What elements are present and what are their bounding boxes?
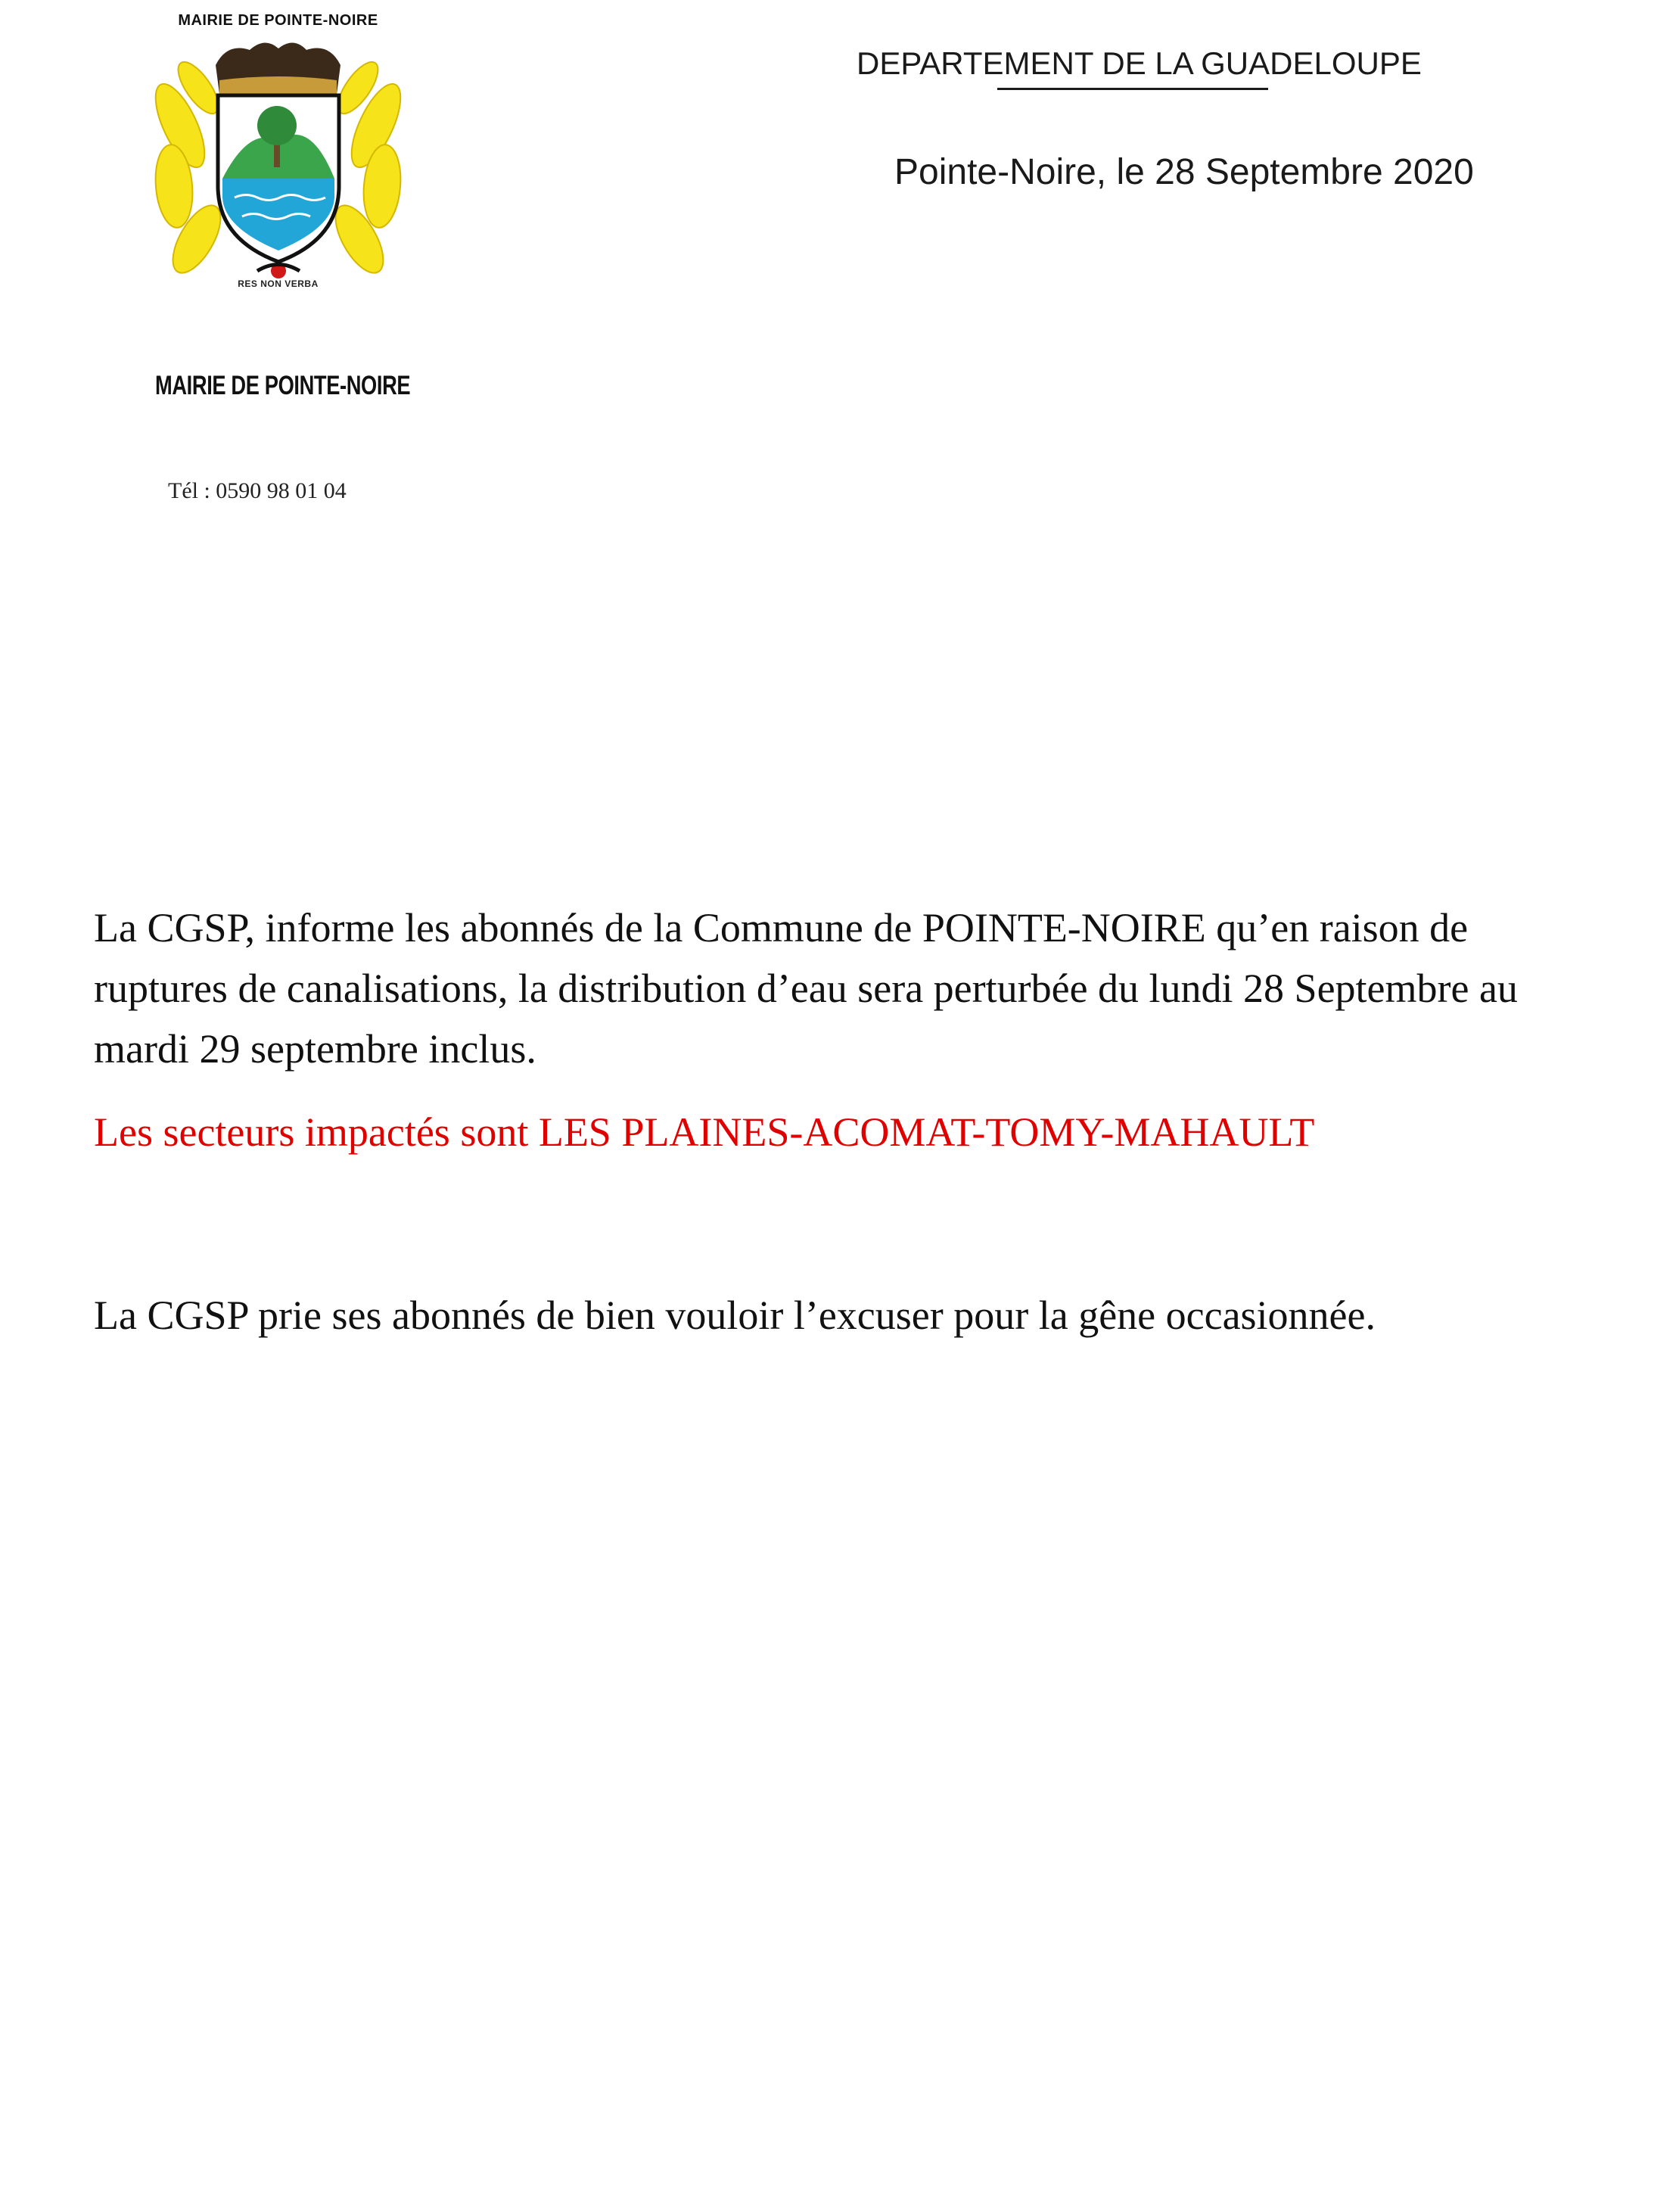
paragraph-announcement: La CGSP, informe les abonnés de la Commune de POINTE-NOIRE qu’en raison de ruptures de canalisations, la distribution d’eau sera perturbée du lundi 28 Septembre au mardi 29 septembre inclus. [94,905,1518,1072]
paragraph-impacted-sectors: Les secteurs impactés sont LES PLAINES-ACOMAT-TOMY-MAHAULT [94,1109,1315,1155]
coat-of-arms-logo [144,12,412,298]
telephone: Tél : 0590 98 01 04 [168,478,347,503]
coat-of-arms-icon [144,35,412,285]
paragraph-apology: La CGSP prie ses abonnés de bien vouloir l’excuser pour la gêne occasionnée. [94,1293,1376,1338]
departement-heading: DEPARTEMENT DE LA GUADELOUPE [857,45,1422,81]
departement-underline [997,88,1268,90]
logo-motto: RES NON VERBA [238,278,319,289]
mairie-name: MAIRIE DE POINTE-NOIRE [155,371,411,400]
logo-top-text: MAIRIE DE POINTE-NOIRE [178,12,378,29]
place-date: Pointe-Noire, le 28 Septembre 2020 [894,152,1474,192]
